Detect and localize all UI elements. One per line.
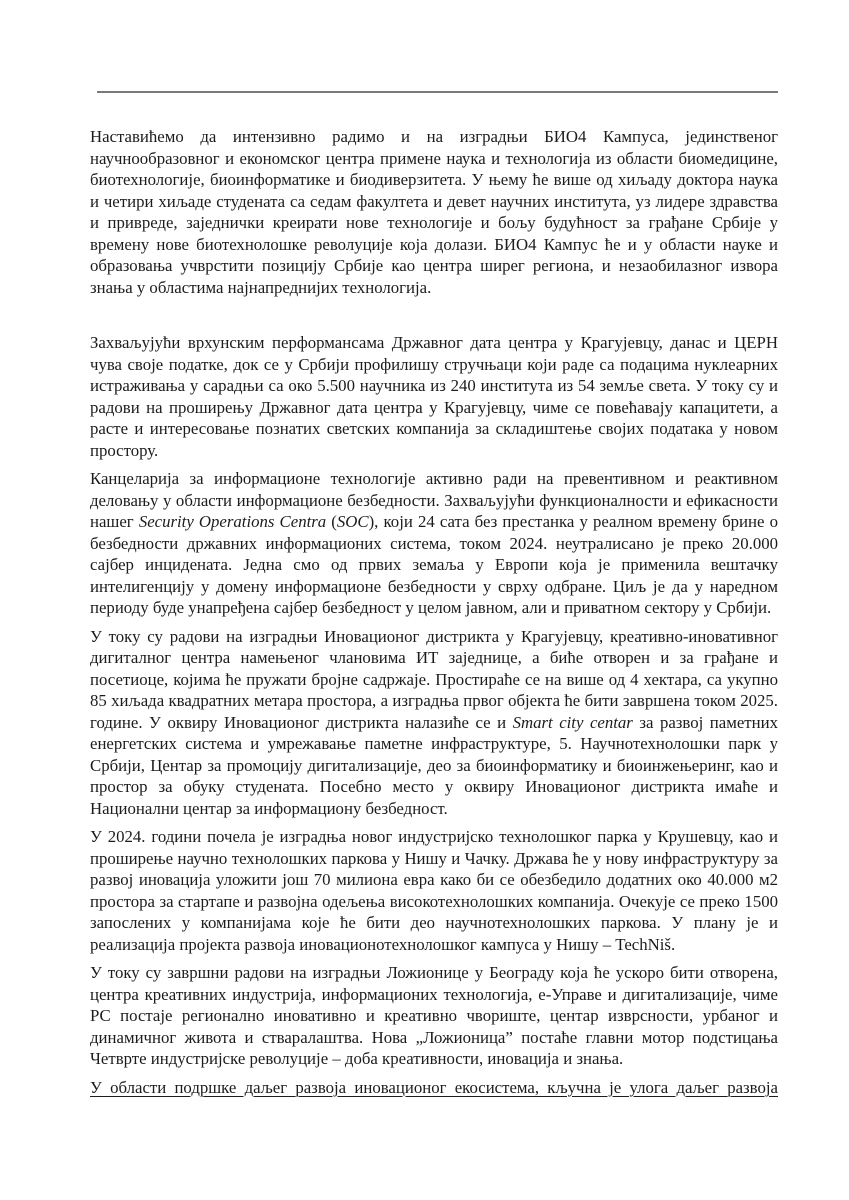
header-rule xyxy=(97,91,778,93)
text-run: Наставићемо да интензивно радимо и на изградњи БИО4 Кампуса, јединственог научнообразовног и економског центра примене наука и технологија из области биомедицине, биотехнологије, биоинформатике и биодиверзитета. У њему ће више од хиљаду доктора наука и четири хиљаде студената са седам факултета и девет научних института, уз лидере здравства и привреде, заједнички креирати нове технологије и бољу будућност за грађане Србије у времену нове биотехнолошке револуције која долази. БИО4 Кампус ће и у области науке и образовања учврстити позицију Србије као центра ширег региона, и незаобилазног извора знања у областима најнапреднијих технологија. xyxy=(90,127,778,297)
paragraph-it-office-soc xyxy=(90,468,778,619)
text-run: Smart city centar xyxy=(512,712,633,732)
paragraph-lozionica xyxy=(90,962,778,1070)
text-run: У 2024. години почела је изградња новог индустријско технолошког парка у Крушевцу, као и проширење научно технолошких паркова у Нишу и Чачку. Држава ће у нову инфраструктуру за развој иновација уложити још 70 милиона евра како би се обезбедило додатних око 40.000 м2 простора за стартапе и развојна одељења високотехнолошких компанија. Очекује се преко 1500 запослених у компанијама које ће бити део научнотехнолошких паркова. У плану је и реализација пројекта развоја иновационотехнолошког кампуса у Нишу – TechNiš. xyxy=(90,827,778,954)
text-run: У току су радови на изградњи Иновационог дистрикта у Крагујевцу, креативно-иновативног дигиталног центра намењеног члановима ИТ заједнице, а биће отворен и за грађане и посетиоце, којима ће пружати бројне садржаје. Простираће се на више од 4 хектара, са укупно 85 хиљада квадратних метара простора, а изградња првог објекта ће бити завршена током 2025. године. У оквиру Иновационог дистрикта налазиће се и xyxy=(90,626,778,732)
paragraph-innovation-ecosystem xyxy=(90,1077,778,1099)
text-run: SOC xyxy=(336,512,369,531)
text-run: за развој паметних енергетских система и умрежавање паметне инфраструктуре, 5. Научнотехнолошки парк у Србији, Центар за промоцију дигитализације, део за биоинформатику и биоинжењеринг, као и простор за обуку студената. Посебно место у оквиру Иновационог дистрикта имаће и Национални центар за информациону безбедност. xyxy=(90,712,778,818)
text-run: Захваљујући врхунским перформансама Државног дата центра у Крагујевцу, данас и ЦЕРН чува своје податке, док се у Србији профилишу стручњаци који раде са подацима нуклеарних истраживања у сарадњи са око 5.500 научника из 240 института из 54 земље света. У току су и радови на проширењу Државног дата центра у Крагујевцу, чиме се повећавају капацитети, а расте и интересовање познатих светских компанија за складиштење својих података у новом простору. xyxy=(90,333,778,460)
text-run: Security Operations Centra xyxy=(138,512,327,531)
text-run: У току су завршни радови на изградњи Ложионице у Београду која ће ускоро бити отворена, центра креативних индустрија, информационих технологија, е-Управе и дигитализације, чиме РС постаје регионално иновативно и креативно чвориште, центар изврсности, урбаног и динамичног живота и стваралаштва. Нова „Ложионица” постаће главни мотор подстицања Четврте индустријске револуције – доба креативности, иновација и знања. xyxy=(90,963,778,1068)
text-run: ), који 24 сата без престанка у реалном времену брине о безбедности државних информационих система, током 2024. неутралисано је преко 20.000 сајбер инцидената. Једна смо од првих земаља у Европи која је применила вештачку интелигенцију у домену информационе безбедности у сврху одбране. Циљ је да у наредном периоду буде унапређена сајбер безбедност у целом јавном, али и приватном сектору у Србији. xyxy=(90,512,778,617)
paragraph-tech-parks xyxy=(90,826,778,955)
text-run: ( xyxy=(326,512,337,531)
paragraph-innovation-district xyxy=(90,626,778,820)
document-body xyxy=(90,126,778,1105)
text-run: Канцеларија за информационе технологије активно ради на превентивном и реактивном деловању у области информационе безбедности. Захваљујући функционалности и ефикасности нашег xyxy=(90,469,778,531)
text-run: У области подршке даљег развоја иновационог екосистема, кључна је улога даљег развоја xyxy=(90,1077,778,1097)
paragraph-bio4-campus xyxy=(90,126,778,298)
paragraph-state-data-center xyxy=(90,332,778,461)
